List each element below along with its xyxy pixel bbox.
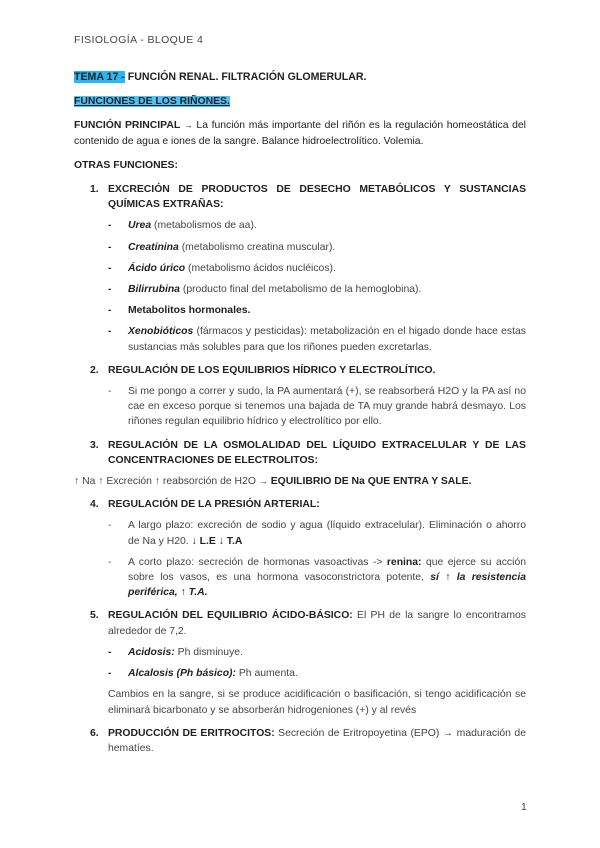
- dash-bullet: -: [108, 520, 112, 532]
- renin-term: renina:: [386, 556, 422, 568]
- term-description: (producto final del metabolismo de la hemoglobina).: [179, 284, 422, 296]
- term: Metabolitos hormonales.: [128, 305, 251, 317]
- short-term-text-cont: que ejerce su acción sobre los vasos, es una hormona vasoconstrictora potente,: [128, 556, 526, 584]
- term: Acidosis:: [128, 646, 175, 658]
- dash-bullet: -: [108, 241, 112, 253]
- dash-bullet: -: [108, 386, 112, 398]
- item-details: [108, 384, 526, 430]
- long-term-effect: ↓ L.E ↓ T.A: [188, 535, 243, 547]
- item-heading-row: [108, 726, 526, 756]
- item-heading-row: [108, 608, 526, 638]
- dash-bullet: -: [108, 220, 112, 232]
- term-description: (metabolismos de aa).: [151, 220, 257, 232]
- section-title: [74, 94, 526, 109]
- topic-title-text: FUNCIÓN RENAL. FILTRACIÓN GLOMERULAR.: [124, 71, 367, 83]
- main-function-paragraph: [74, 118, 526, 148]
- term: Urea: [128, 220, 152, 232]
- term: Xenobióticos: [128, 326, 194, 338]
- other-functions-heading: OTRAS FUNCIONES:: [74, 159, 178, 171]
- acid-base-note: Cambios en la sangre, si se produce acidificación o basificación, si tengo acidificación se eliminará bicarbonato y se absorberán hidrogeniones (+) y al revés: [108, 689, 526, 716]
- item-text: Si me pongo a correr y sudo, la PA aumentará (+), se reabsorberá H2O y la PA así no cae en exceso porque si tenemos una bajada de TA muy grande habrá desmayo. Los riñones regulan equilibrio hídrico y electrolítico por ello.: [128, 386, 526, 428]
- page-number: 1: [521, 801, 527, 813]
- term: Bilirrubina: [128, 284, 180, 296]
- term: Ácido úrico: [128, 262, 186, 274]
- dash-bullet: -: [108, 556, 112, 568]
- term: Alcalosis (Ph básico):: [128, 668, 236, 680]
- topic-title: [74, 70, 526, 85]
- function-item: [74, 182, 526, 355]
- osmolality-text: ↑ Na ↑ Excreción ↑ reabsorción de H2O: [74, 476, 256, 488]
- term-description: (metabolismo creatina muscular).: [178, 241, 336, 253]
- item-heading: PRODUCCIÓN DE ERITROCITOS:: [108, 727, 275, 739]
- item-heading-rest: Secreción de Eritropoyetina (EPO) → maduración de hematíes.: [108, 727, 526, 754]
- osmolality-conclusion: EQUILIBRIO DE Na QUE ENTRA Y SALE.: [267, 476, 472, 488]
- list-item: [108, 324, 526, 354]
- list-item: [108, 240, 526, 255]
- document-body: [74, 70, 526, 764]
- item-heading: REGULACIÓN DE LA OSMOLALIDAD DEL LÍQUIDO EXTRACELULAR Y DE LAS CONCENTRACIONES DE ELECTROLITOS:: [108, 439, 526, 466]
- list-item: [108, 282, 526, 297]
- list-item: [108, 261, 526, 276]
- term: Creatinina: [128, 241, 179, 253]
- list-item: [108, 555, 526, 601]
- right-arrow-icon: →: [183, 120, 193, 131]
- list-item: [108, 218, 526, 233]
- function-item: [74, 608, 526, 717]
- function-item: [74, 726, 526, 756]
- osmolality-line: [74, 474, 526, 489]
- dash-bullet: -: [108, 326, 112, 338]
- list-item: [108, 518, 526, 548]
- main-function-label: FUNCIÓN PRINCIPAL: [74, 120, 181, 132]
- section-title-text: FUNCIONES DE LOS RIÑONES.: [74, 96, 230, 108]
- item-heading: EXCRECIÓN DE PRODUCTOS DE DESECHO METABÓLICOS Y SUSTANCIAS QUÍMICAS EXTRAÑAS:: [108, 184, 526, 211]
- short-term-effect: sí ↑ la resistencia periférica, ↑ T.A.: [128, 572, 526, 599]
- item-number: 3.: [90, 439, 99, 451]
- function-item: [74, 438, 526, 490]
- page-header: FISIOLOGÍA - BLOQUE 4: [74, 34, 204, 46]
- list-item: [108, 303, 526, 318]
- functions-list: [74, 182, 526, 756]
- acid-base-list: [108, 645, 526, 681]
- term-description: (fármacos y pesticidas): metabolización en el higado donde hace estas sustancias más solubles para que los riñones pueden excretarlas.: [128, 326, 526, 353]
- term-description: (metabolismo ácidos nucléicos).: [185, 262, 336, 274]
- right-arrow-icon: →: [258, 476, 268, 487]
- list-item: [108, 666, 526, 681]
- list-item: [108, 384, 526, 430]
- item-heading: REGULACIÓN DE LA PRESIÓN ARTERIAL:: [108, 499, 320, 511]
- topic-number: TEMA 17 -: [74, 71, 125, 83]
- dash-bullet: -: [108, 284, 112, 296]
- term-description: Ph aumenta.: [235, 668, 298, 680]
- item-heading: REGULACIÓN DE LOS EQUILIBRIOS HÍDRICO Y ELECTROLÍTICO.: [108, 364, 436, 376]
- dash-bullet: -: [108, 646, 112, 658]
- function-item: [74, 497, 526, 600]
- item-number: 5.: [90, 610, 99, 622]
- long-term-text: A largo plazo: excreción de sodio y agua (líquido extracelular). Eliminación o ahorro de Na y H20.: [128, 520, 526, 547]
- item-number: 6.: [90, 727, 99, 739]
- item-number: 4.: [90, 499, 99, 511]
- short-term-text: A corto plazo: secreción de hormonas vasoactivas ->: [128, 556, 387, 568]
- dash-bullet: -: [108, 262, 112, 274]
- item-heading-rest: El PH de la sangre lo encontramos alrededor de 7,2.: [108, 610, 526, 637]
- term-description: Ph disminuye.: [174, 646, 243, 658]
- dash-bullet: -: [108, 305, 112, 317]
- dash-bullet: -: [108, 668, 112, 680]
- waste-products-list: [108, 218, 526, 354]
- item-heading: REGULACIÓN DEL EQUILIBRIO ÁCIDO-BÁSICO:: [108, 610, 353, 622]
- function-item: [74, 363, 526, 430]
- item-number: 2.: [90, 364, 99, 376]
- item-details: [108, 518, 526, 600]
- main-function-text: La función más importante del riñón es la regulación homeostática del contenido de agua e iones de la sangre. Balance hidroelectrolítico. Volemia.: [74, 120, 526, 147]
- list-item: [108, 645, 526, 660]
- item-number: 1.: [90, 184, 99, 196]
